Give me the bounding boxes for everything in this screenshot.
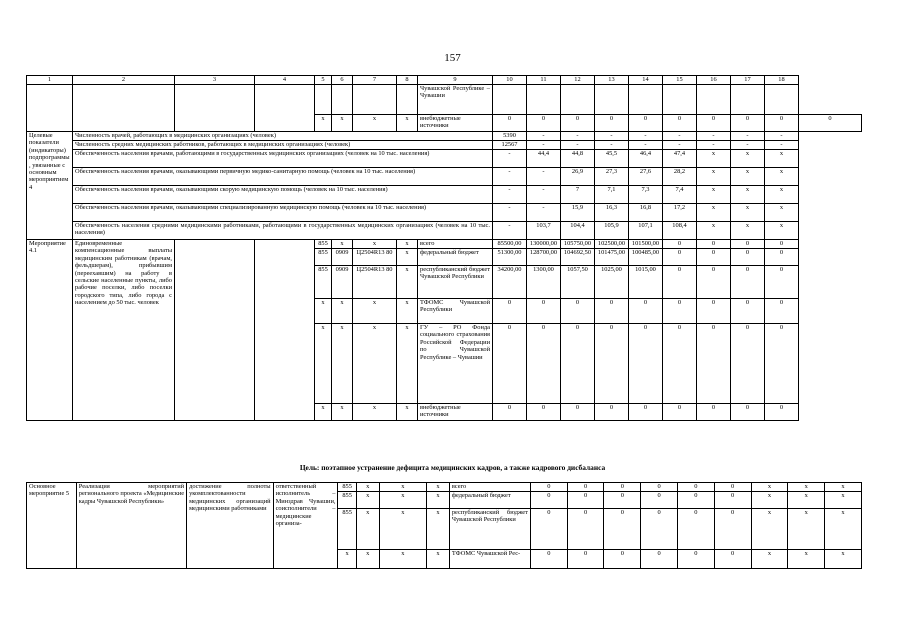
table-cell: 0 bbox=[731, 249, 765, 266]
table-cell: 103,7 bbox=[527, 222, 561, 240]
column-header: 9 bbox=[418, 76, 493, 85]
table-cell: 46,4 bbox=[629, 150, 663, 168]
table-cell: 0 bbox=[663, 115, 697, 132]
table-cell: 104,4 bbox=[561, 222, 595, 240]
table-cell: 0 bbox=[493, 324, 527, 404]
column-header: 11 bbox=[527, 76, 561, 85]
table-cell: x bbox=[315, 115, 332, 132]
table-cell: 0 bbox=[663, 299, 697, 324]
event-label: Мероприятие 4.1 bbox=[27, 240, 73, 421]
table-cell: 0 bbox=[765, 324, 799, 404]
table-cell: - bbox=[697, 132, 731, 141]
table-cell: 0 bbox=[604, 550, 641, 569]
table-cell: - bbox=[663, 141, 697, 150]
table-cell: - bbox=[765, 132, 799, 141]
table-cell: x bbox=[825, 483, 862, 492]
table-cell: 0 bbox=[561, 404, 595, 421]
table-cell: 855 bbox=[338, 492, 356, 509]
table-cell: 0 bbox=[731, 266, 765, 299]
table-cell: x bbox=[397, 249, 418, 266]
column-header: 15 bbox=[663, 76, 697, 85]
table-cell: 0909 bbox=[332, 249, 353, 266]
table-cell: 0 bbox=[765, 266, 799, 299]
table-cell: 105750,00 bbox=[561, 240, 595, 249]
table-cell: 0 bbox=[641, 550, 678, 569]
table-cell: x bbox=[356, 492, 379, 509]
table-cell bbox=[332, 85, 353, 115]
table-cell: 0 bbox=[714, 483, 751, 492]
table-cell: 0 bbox=[697, 266, 731, 299]
table-cell: x bbox=[697, 186, 731, 204]
table-cell: 108,4 bbox=[663, 222, 697, 240]
table-cell: 0 bbox=[641, 509, 678, 550]
table-cell: 0 bbox=[527, 404, 561, 421]
table-cell: 0 bbox=[765, 240, 799, 249]
table-cell: x bbox=[379, 483, 427, 492]
column-header: 3 bbox=[175, 76, 255, 85]
table-cell: 855 bbox=[338, 509, 356, 550]
table-cell: x bbox=[697, 168, 731, 186]
table-cell: 0 bbox=[530, 483, 567, 492]
table-cell bbox=[73, 85, 175, 132]
table-cell: 44,8 bbox=[561, 150, 595, 168]
table-cell: 130000,00 bbox=[527, 240, 561, 249]
table-cell: x bbox=[697, 222, 731, 240]
table-cell: 7 bbox=[561, 186, 595, 204]
table-cell: 0 bbox=[765, 404, 799, 421]
table-cell: x bbox=[397, 240, 418, 249]
table-cell: x bbox=[751, 509, 788, 550]
funding-source: федеральный бюджет bbox=[449, 492, 530, 509]
table-cell: 0 bbox=[530, 492, 567, 509]
table-cell: 0 bbox=[678, 483, 715, 492]
table-cell: x bbox=[825, 550, 862, 569]
table-cell: 1057,50 bbox=[561, 266, 595, 299]
table-cell: x bbox=[379, 550, 427, 569]
table-cell: 0 bbox=[629, 324, 663, 404]
table-cell: x bbox=[379, 509, 427, 550]
table-cell: 0 bbox=[527, 115, 561, 132]
table-cell bbox=[765, 85, 799, 115]
table-cell: - bbox=[663, 132, 697, 141]
table-cell: 1015,00 bbox=[629, 266, 663, 299]
table-cell: 0 bbox=[678, 492, 715, 509]
target-indicator: Обеспеченность населения средними медицинскими работниками, работающими в государственных медицинских организациях (человек на 10 тыс. населения) bbox=[73, 222, 493, 240]
table-cell: 0 bbox=[697, 249, 731, 266]
table-cell: 0 bbox=[595, 324, 629, 404]
table-cell: 12567 bbox=[493, 141, 527, 150]
table-cell: 27,3 bbox=[595, 168, 629, 186]
table-cell: 0 bbox=[697, 115, 731, 132]
table-cell bbox=[255, 85, 315, 132]
table-cell: x bbox=[332, 299, 353, 324]
table-cell: - bbox=[527, 186, 561, 204]
table-cell: 7,4 bbox=[663, 186, 697, 204]
table-cell: x bbox=[788, 492, 825, 509]
funding-source: ГУ – РО Фонда социального страхования Российской Федерации по Чувашской Республике – Чувашии bbox=[418, 324, 493, 404]
table-cell: - bbox=[561, 141, 595, 150]
table-cell bbox=[27, 85, 73, 132]
table-cell: x bbox=[427, 483, 450, 492]
table-cell bbox=[397, 85, 418, 115]
event-label: Основное мероприятие 5 bbox=[27, 483, 77, 569]
table-cell: - bbox=[493, 222, 527, 240]
table-cell: x bbox=[731, 168, 765, 186]
table-cell: x bbox=[825, 492, 862, 509]
table-cell: 0 bbox=[595, 115, 629, 132]
table-cell: x bbox=[765, 168, 799, 186]
table-cell: x bbox=[353, 404, 397, 421]
table-cell: 7,1 bbox=[595, 186, 629, 204]
table-cell: 0 bbox=[527, 324, 561, 404]
table-cell: 104692,50 bbox=[561, 249, 595, 266]
table-cell: 0 bbox=[731, 240, 765, 249]
table-cell: x bbox=[332, 324, 353, 404]
targets-label: Целевые показатели (индикаторы) подпрограммы, увязанные с основным мероприятием 4 bbox=[27, 132, 73, 240]
table-cell: x bbox=[315, 404, 332, 421]
table-cell: 855 bbox=[315, 240, 332, 249]
target-indicator: Обеспеченность населения врачами, оказывающими скорую медицинскую помощь (человек на 10 тыс. населения) bbox=[73, 186, 493, 204]
table-cell: x bbox=[379, 492, 427, 509]
table-cell: 0 bbox=[697, 299, 731, 324]
table-cell: 0 bbox=[567, 509, 604, 550]
table-cell: - bbox=[493, 150, 527, 168]
table-cell: x bbox=[427, 492, 450, 509]
table-cell: 105,9 bbox=[595, 222, 629, 240]
column-header: 1 bbox=[27, 76, 73, 85]
page-number: 157 bbox=[444, 52, 461, 64]
target-row bbox=[27, 204, 862, 222]
funding-source: ТФОМС Чувашской Рес- bbox=[449, 550, 530, 569]
table-cell: - bbox=[731, 141, 765, 150]
table-cell: 0 bbox=[697, 240, 731, 249]
table-cell: 26,9 bbox=[561, 168, 595, 186]
table-cell: 0909 bbox=[332, 266, 353, 299]
table-cell: - bbox=[765, 141, 799, 150]
table-cell: 45,5 bbox=[595, 150, 629, 168]
table-cell: - bbox=[697, 141, 731, 150]
table-cell: 0 bbox=[765, 249, 799, 266]
table-cell: x bbox=[332, 115, 353, 132]
table-cell: x bbox=[338, 550, 356, 569]
target-indicator: Обеспеченность населения врачами, работающими в государственных медицинских организациях (человек на 10 тыс. населения) bbox=[73, 150, 493, 168]
budget-table bbox=[26, 75, 862, 421]
column-header: 6 bbox=[332, 76, 353, 85]
table-cell: x bbox=[397, 404, 418, 421]
table-cell: x bbox=[751, 483, 788, 492]
table-cell: 0 bbox=[493, 299, 527, 324]
event-row bbox=[27, 483, 862, 492]
table-cell: x bbox=[825, 509, 862, 550]
table-cell: x bbox=[765, 186, 799, 204]
table-cell bbox=[697, 85, 731, 115]
table-cell: x bbox=[427, 509, 450, 550]
table-cell: - bbox=[595, 141, 629, 150]
table-cell: x bbox=[356, 509, 379, 550]
table-cell: x bbox=[697, 150, 731, 168]
table-cell bbox=[175, 85, 255, 132]
table-cell bbox=[175, 240, 255, 421]
target-indicator: Обеспеченность населения врачами, оказывающими первичную медико-санитарную помощь (человек на 10 тыс. населения) bbox=[73, 168, 493, 186]
table-cell: 0 bbox=[731, 404, 765, 421]
goal-heading: Цель: поэтапное устранение дефицита медицинских кадров, а также кадрового дисбаланса bbox=[299, 463, 606, 472]
table-cell: 0 bbox=[567, 550, 604, 569]
column-header: 2 bbox=[73, 76, 175, 85]
table-cell: 0 bbox=[527, 299, 561, 324]
table-cell bbox=[731, 85, 765, 115]
table-cell bbox=[493, 85, 527, 115]
table-cell: - bbox=[493, 168, 527, 186]
target-row bbox=[27, 168, 862, 186]
table-cell: Ц2504R13 80 bbox=[353, 249, 397, 266]
table-cell: 128700,00 bbox=[527, 249, 561, 266]
table-cell: x bbox=[751, 492, 788, 509]
table-cell: 0 bbox=[697, 404, 731, 421]
table-cell: 0 bbox=[663, 404, 697, 421]
event-description: Единовременные компенсационные выплаты медицинским работникам (врачам, фельдшерам), прибывшим (переехавшим) на работу в сельские населенные пункты, либо рабочие поселки, либо поселки городского типа, либо города с населением до 50 тыс. человек bbox=[73, 240, 175, 421]
table-cell: 0 bbox=[493, 404, 527, 421]
table-cell: 0 bbox=[731, 299, 765, 324]
table-cell: 0 bbox=[799, 115, 862, 132]
header-row bbox=[27, 76, 862, 85]
table-cell: x bbox=[765, 150, 799, 168]
table-cell: 101500,00 bbox=[629, 240, 663, 249]
table-cell: 0 bbox=[530, 509, 567, 550]
table-cell: 0 bbox=[765, 115, 799, 132]
table-cell bbox=[629, 85, 663, 115]
table-cell: x bbox=[332, 404, 353, 421]
table-cell: 7,3 bbox=[629, 186, 663, 204]
funding-source: республиканский бюджет Чувашской Республики bbox=[449, 509, 530, 550]
table-cell: 17,2 bbox=[663, 204, 697, 222]
table-cell: - bbox=[493, 186, 527, 204]
table-cell: 47,4 bbox=[663, 150, 697, 168]
target-indicator: Обеспеченность населения врачами, оказывающими специализированную медицинскую помощь (человек на 10 тыс. населения) bbox=[73, 204, 493, 222]
table-cell: - bbox=[731, 132, 765, 141]
event-description: Реализация мероприятий регионального проекта «Медицинские кадры Чувашской Республики» bbox=[76, 483, 186, 569]
table-cell: 0 bbox=[595, 299, 629, 324]
table-cell: 0 bbox=[731, 115, 765, 132]
table-cell: x bbox=[788, 550, 825, 569]
table-cell: x bbox=[353, 115, 397, 132]
table-cell: x bbox=[427, 550, 450, 569]
table-cell: 0 bbox=[697, 324, 731, 404]
table-cell: x bbox=[353, 324, 397, 404]
table-cell bbox=[663, 85, 697, 115]
table-cell: x bbox=[315, 324, 332, 404]
table-cell: - bbox=[629, 141, 663, 150]
column-header: 12 bbox=[561, 76, 595, 85]
budget-table-2 bbox=[26, 482, 862, 569]
table-cell bbox=[353, 85, 397, 115]
table-cell: x bbox=[697, 204, 731, 222]
table-cell: 0 bbox=[731, 324, 765, 404]
table-cell: x bbox=[765, 204, 799, 222]
table-cell bbox=[561, 85, 595, 115]
column-header: 5 bbox=[315, 76, 332, 85]
funding-source: федеральный бюджет bbox=[418, 249, 493, 266]
table-cell bbox=[315, 85, 332, 115]
funding-source: внебюджетные источники bbox=[418, 115, 493, 132]
funding-source: внебюджетные источники bbox=[418, 404, 493, 421]
table-cell: 0 bbox=[629, 115, 663, 132]
table-cell: 0 bbox=[714, 492, 751, 509]
funding-source: всего bbox=[418, 240, 493, 249]
funding-source: республиканский бюджет Чувашской Республики bbox=[418, 266, 493, 299]
table-cell: 0 bbox=[714, 550, 751, 569]
table-cell: 15,9 bbox=[561, 204, 595, 222]
table-cell: - bbox=[561, 132, 595, 141]
table-cell: 0 bbox=[641, 492, 678, 509]
table-cell: 27,6 bbox=[629, 168, 663, 186]
target-row bbox=[27, 132, 862, 141]
table-cell: 0 bbox=[567, 483, 604, 492]
table-cell: x bbox=[731, 222, 765, 240]
table-cell: x bbox=[731, 204, 765, 222]
table-cell: 0 bbox=[663, 240, 697, 249]
table-cell: 0 bbox=[561, 115, 595, 132]
table-cell: 1300,00 bbox=[527, 266, 561, 299]
table-cell: x bbox=[353, 240, 397, 249]
table-cell bbox=[255, 240, 315, 421]
table-cell: x bbox=[751, 550, 788, 569]
column-header: 17 bbox=[731, 76, 765, 85]
table-cell: 0 bbox=[629, 299, 663, 324]
table-cell: 0 bbox=[629, 404, 663, 421]
table-cell: 101475,00 bbox=[595, 249, 629, 266]
table-cell: 0 bbox=[595, 404, 629, 421]
table-cell: - bbox=[493, 204, 527, 222]
column-header: 13 bbox=[595, 76, 629, 85]
table-cell: x bbox=[788, 509, 825, 550]
table-cell: x bbox=[356, 483, 379, 492]
table-cell: 0 bbox=[663, 324, 697, 404]
target-row bbox=[27, 222, 862, 240]
table-cell: 855 bbox=[338, 483, 356, 492]
table-cell: x bbox=[315, 299, 332, 324]
table-cell: 51300,00 bbox=[493, 249, 527, 266]
table-cell: x bbox=[765, 222, 799, 240]
table-cell: x bbox=[397, 299, 418, 324]
table-cell: - bbox=[527, 132, 561, 141]
table-cell: 1025,00 bbox=[595, 266, 629, 299]
table-cell: x bbox=[356, 550, 379, 569]
column-header: 10 bbox=[493, 76, 527, 85]
target-row bbox=[27, 141, 862, 150]
table-cell bbox=[595, 85, 629, 115]
table-cell: 0 bbox=[530, 550, 567, 569]
table-cell: 0 bbox=[714, 509, 751, 550]
target-row bbox=[27, 150, 862, 168]
table-cell: Ц2504R13 80 bbox=[353, 266, 397, 299]
table-cell: 0 bbox=[604, 509, 641, 550]
table-cell: 0 bbox=[641, 483, 678, 492]
table-cell: 0 bbox=[561, 324, 595, 404]
table-cell: 0 bbox=[561, 299, 595, 324]
table-cell: x bbox=[397, 266, 418, 299]
target-indicator: Численность врачей, работающих в медицинских организациях (человек) bbox=[73, 132, 493, 141]
table-cell: 44,4 bbox=[527, 150, 561, 168]
table-cell: x bbox=[397, 115, 418, 132]
table-cell: x bbox=[353, 299, 397, 324]
table-cell: 855 bbox=[315, 266, 332, 299]
column-header: 16 bbox=[697, 76, 731, 85]
table-cell: - bbox=[527, 168, 561, 186]
table-cell: 0 bbox=[604, 483, 641, 492]
table-cell: x bbox=[332, 240, 353, 249]
table-cell bbox=[527, 85, 561, 115]
table-cell: 0 bbox=[663, 266, 697, 299]
target-row bbox=[27, 186, 862, 204]
target-indicator: Численность средних медицинских работников, работающих в медицинских организациях (человек) bbox=[73, 141, 493, 150]
column-header: 18 bbox=[765, 76, 799, 85]
table-cell: 102500,00 bbox=[595, 240, 629, 249]
table-cell: - bbox=[595, 132, 629, 141]
table-cell: 855 bbox=[315, 249, 332, 266]
table-cell: 0 bbox=[765, 299, 799, 324]
table-cell: x bbox=[731, 150, 765, 168]
table-cell: x bbox=[731, 186, 765, 204]
table-cell: 0 bbox=[493, 115, 527, 132]
table-cell: - bbox=[527, 204, 561, 222]
table-cell: 0 bbox=[604, 492, 641, 509]
event-goal: достижение полноты укомплектованности медицинских организаций медицинскими работниками bbox=[187, 483, 274, 569]
table-cell: 0 bbox=[663, 249, 697, 266]
funding-source: ТФОМС Чувашской Республики bbox=[418, 299, 493, 324]
table-cell: - bbox=[527, 141, 561, 150]
funding-source: всего bbox=[449, 483, 530, 492]
table-cell: 107,1 bbox=[629, 222, 663, 240]
table-cell: 0 bbox=[567, 492, 604, 509]
table-cell: 16,8 bbox=[629, 204, 663, 222]
table-cell: 0 bbox=[678, 509, 715, 550]
column-header: 8 bbox=[397, 76, 418, 85]
funding-source: Чувашской Республике – Чувашии bbox=[418, 85, 493, 115]
column-header: 7 bbox=[353, 76, 397, 85]
event-row bbox=[27, 240, 862, 249]
table-cell: 100485,00 bbox=[629, 249, 663, 266]
table-cell: 85500,00 bbox=[493, 240, 527, 249]
table-cell: x bbox=[397, 324, 418, 404]
column-header: 14 bbox=[629, 76, 663, 85]
column-header: 4 bbox=[255, 76, 315, 85]
table-cell: 5390 bbox=[493, 132, 527, 141]
event-responsible: ответственный исполнитель – Минздрав Чувашии, соисполнители – медицинские организа- bbox=[273, 483, 338, 569]
table-cell: x bbox=[788, 483, 825, 492]
table-cell: 28,2 bbox=[663, 168, 697, 186]
table-cell: 0 bbox=[678, 550, 715, 569]
table-row bbox=[27, 85, 862, 115]
table-cell: 16,3 bbox=[595, 204, 629, 222]
table-cell: 34200,00 bbox=[493, 266, 527, 299]
table-cell: - bbox=[629, 132, 663, 141]
